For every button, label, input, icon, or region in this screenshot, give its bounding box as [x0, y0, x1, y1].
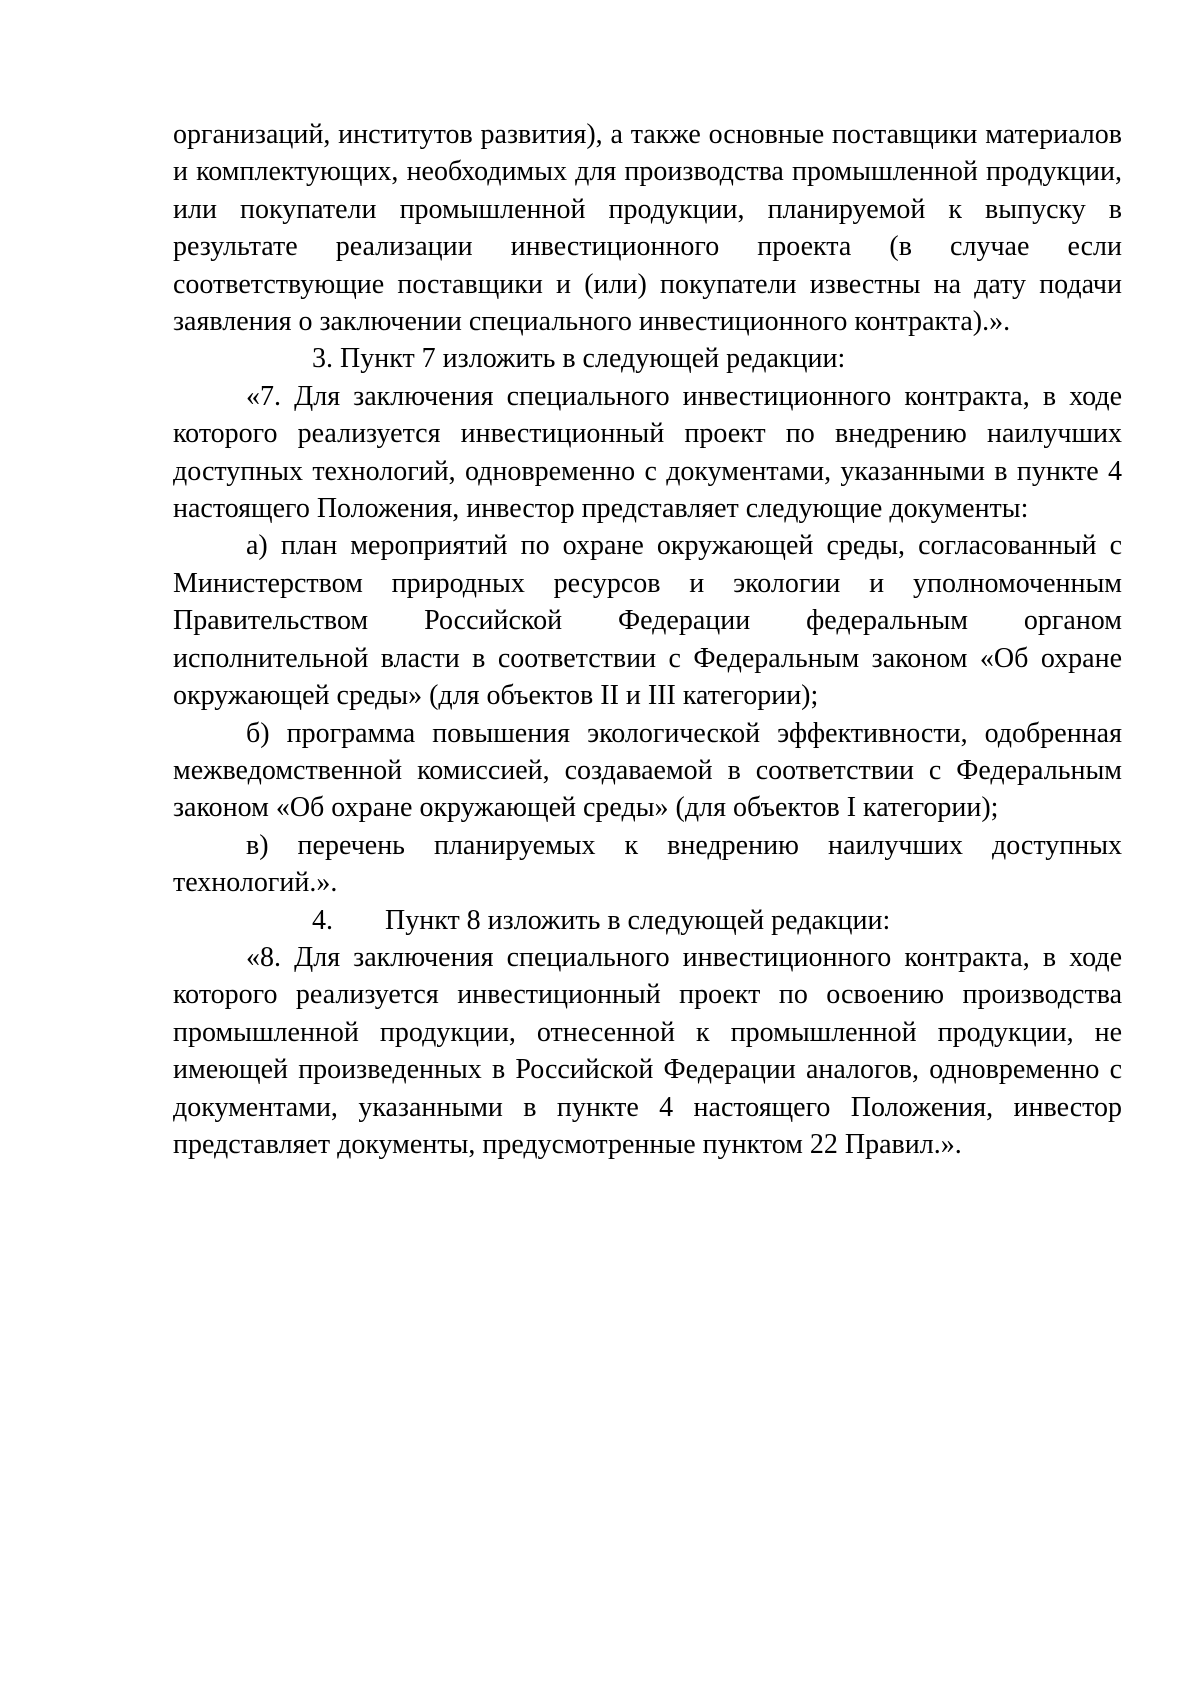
paragraph-continuation: организаций, институтов развития), а также основные поставщики материалов и комплектующих, необходимых для производства промышленной продукции, или покупатели промышленной продукции, планируемой к выпуску в результате реализации инвестиционного проекта (в случае если соответствующие поставщики и (или) покупатели известны на дату подачи заявления о заключении специального инвестиционного контракта).». — [173, 119, 1122, 338]
item-v-paragraph: в) перечень планируемых к внедрению наилучших доступных технологий.». — [173, 829, 1122, 899]
section-4-number: 4. — [312, 904, 333, 936]
section-4-heading — [173, 902, 1122, 939]
document-body — [173, 116, 1122, 1163]
section-4-text: Пункт 8 изложить в следующей редакции: — [385, 904, 891, 936]
section-3-heading: 3. Пункт 7 изложить в следующей редакции: — [312, 343, 846, 375]
item-b-paragraph: б) программа повышения экологической эффективности, одобренная межведомственной комиссией, создаваемой в соответствии с Федеральным законом «Об охране окружающей среды» (для объектов I категории); — [173, 717, 1122, 824]
clause-8-paragraph: «8. Для заключения специального инвестиционного контракта, в ходе которого реализуется инвестиционный проект по освоению производства промышленной продукции, отнесенной к промышленной продукции, не имеющей произведенных в Российской Федерации аналогов, одновременно с документами, указанными в пункте 4 настоящего Положения, инвестор представляет документы, предусмотренные пунктом 22 Правил.». — [173, 941, 1122, 1160]
item-a-paragraph: а) план мероприятий по охране окружающей среды, согласованный с Министерством природных ресурсов и экологии и уполномоченным Правительством Российской Федерации федеральным органом исполнительной власти в соответствии с Федеральным законом «Об охране окружающей среды» (для объектов II и III категории); — [173, 530, 1122, 712]
clause-7-paragraph: «7. Для заключения специального инвестиционного контракта, в ходе которого реализуется инвестиционный проект по внедрению наилучших доступных технологий, одновременно с документами, указанными в пункте 4 настоящего Положения, инвестор представляет следующие документы: — [173, 380, 1122, 525]
